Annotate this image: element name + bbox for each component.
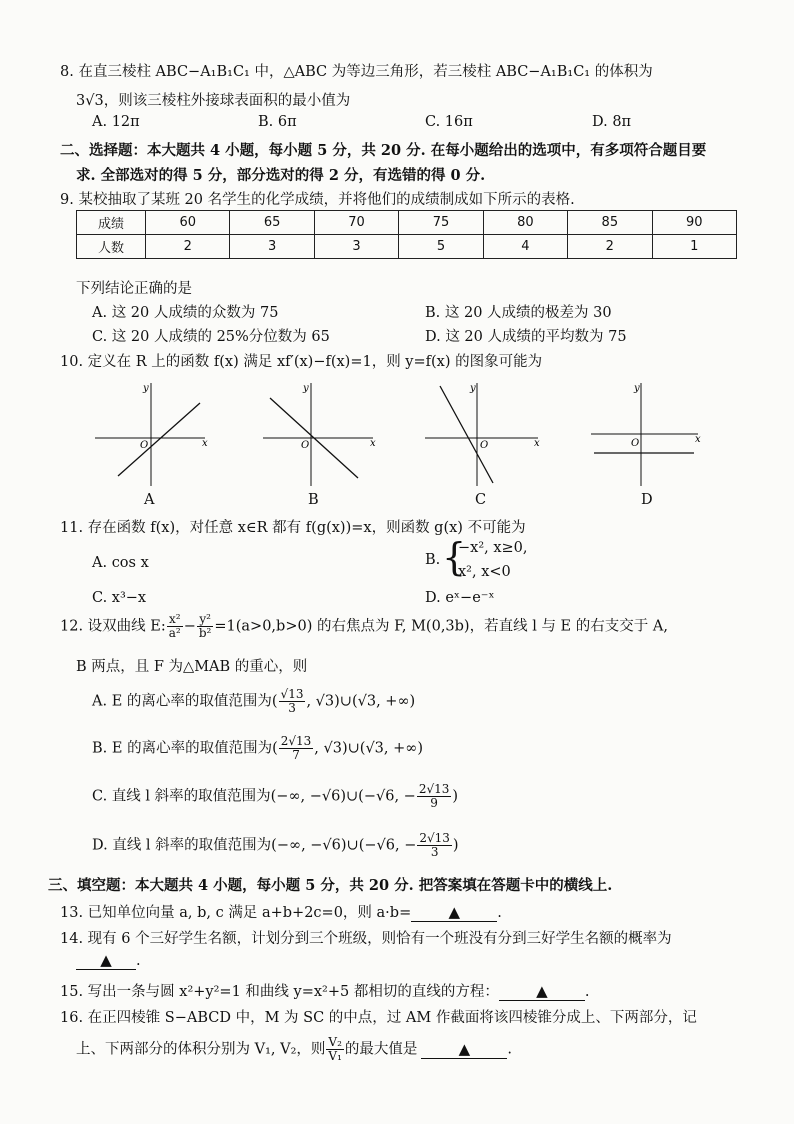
table-cell: 70 — [314, 211, 398, 235]
axis-x-label: x — [202, 438, 208, 449]
triangle-icon: ▲ — [536, 982, 548, 1000]
q11-option-b-case2: x², x<0 — [458, 564, 511, 580]
fraction — [167, 613, 183, 640]
section2-header-line1: 二、选择题：本大题共 4 小题，每小题 5 分，共 20 分. 在每小题给出的选项中，有多项符合题目要 — [60, 142, 707, 159]
fraction — [417, 832, 452, 859]
table-header-score: 成绩 — [77, 211, 146, 235]
answer-blank[interactable] — [76, 951, 136, 970]
q8-option-a: A. 12π — [92, 114, 140, 130]
q8-option-c: C. 16π — [425, 114, 473, 130]
q10-graph-c — [420, 378, 545, 488]
q15 — [60, 980, 589, 1001]
section2-header-line2: 求. 全部选对的得 5 分，部分选对的得 2 分，有选错的得 0 分. — [76, 167, 486, 184]
score-table — [76, 210, 737, 259]
q10-graph-a — [90, 378, 215, 488]
origin-label: O — [140, 440, 149, 451]
period: . — [136, 953, 141, 969]
fraction-denominator: 7 — [292, 748, 300, 762]
origin-label: O — [480, 440, 489, 451]
table-cell: 2 — [146, 235, 230, 259]
q12-line2: B 两点，且 F 为△MAB 的重心，则 — [76, 659, 308, 675]
fraction-numerator: V₂ — [328, 1035, 342, 1049]
fraction — [326, 1036, 343, 1063]
option-text: B. E 的离心率的取值范围为( — [92, 740, 278, 757]
option-text: , √3)∪(√3, +∞) — [314, 740, 424, 757]
q11-option-c: C. x³−x — [92, 590, 147, 606]
q10-graph-d — [586, 378, 711, 488]
fraction-denominator: 9 — [430, 796, 438, 810]
fraction — [197, 613, 214, 640]
answer-blank[interactable] — [499, 982, 585, 1001]
axis-x-label: x — [695, 434, 701, 445]
q14-stem: 14. 现有 6 个三好学生名额，计划分到三个班级，则恰有一个班没有分到三好学生名额的概率为 — [60, 931, 672, 947]
q8-line2: 3√3，则该三棱柱外接球表面积的最小值为 — [76, 93, 351, 109]
table-cell: 65 — [230, 211, 314, 235]
q12-option-b — [92, 735, 423, 762]
q9-option-a: A. 这 20 人成绩的众数为 75 — [92, 305, 279, 321]
q12-stem-line1 — [60, 613, 668, 640]
q9-option-c: C. 这 20 人成绩的 25%分位数为 65 — [92, 329, 330, 345]
fraction-denominator: V₁ — [328, 1049, 342, 1063]
q12-option-d — [92, 832, 459, 859]
triangle-icon: ▲ — [458, 1039, 471, 1058]
q16-line1: 16. 在正四棱锥 S−ABCD 中，M 为 SC 的中点，过 AM 作截面将该四棱锥分成上、下两部分，记 — [60, 1010, 697, 1026]
q10-label-c: C — [475, 492, 487, 508]
q8-option-b: B. 6π — [258, 114, 297, 130]
section3-header: 三、填空题：本大题共 4 小题，每小题 5 分，共 20 分. 把答案填在答题卡中的横线上. — [48, 877, 613, 894]
table-row-scores — [77, 211, 737, 235]
period: . — [497, 905, 502, 921]
q10-label-b: B — [308, 492, 319, 508]
axis-y-label: y — [303, 383, 309, 394]
table-cell: 80 — [483, 211, 567, 235]
fraction-numerator: 2√13 — [280, 734, 312, 748]
fraction-denominator: 3 — [430, 845, 439, 859]
table-header-count: 人数 — [77, 235, 146, 259]
fraction-numerator: 2√13 — [418, 782, 450, 796]
axis-x-label: x — [370, 438, 376, 449]
table-row-counts — [77, 235, 737, 259]
q13 — [60, 901, 502, 922]
fraction-numerator: y² — [197, 613, 214, 627]
q14-answer — [76, 951, 141, 970]
q12-option-c — [92, 783, 458, 810]
q9-option-d: D. 这 20 人成绩的平均数为 75 — [425, 329, 627, 345]
triangle-icon: ▲ — [448, 903, 460, 921]
fraction — [279, 688, 306, 715]
q12-stem-b: =1(a>0,b>0) 的右焦点为 F, M(0,3b)，若直线 l 与 E 的右支交于 A, — [214, 618, 668, 635]
period: . — [507, 1041, 512, 1058]
axis-x-label: x — [534, 438, 540, 449]
brace-icon: { — [442, 535, 467, 579]
fraction-denominator: a² — [168, 626, 181, 640]
option-text: ) — [452, 788, 459, 805]
table-cell: 60 — [146, 211, 230, 235]
option-text: ) — [452, 837, 459, 854]
graph-a-line — [118, 403, 200, 476]
q16-line2 — [76, 1036, 512, 1063]
q16-text: 的最大值是 — [344, 1041, 418, 1058]
triangle-icon: ▲ — [100, 951, 112, 969]
fraction — [279, 735, 314, 762]
q9-question: 下列结论正确的是 — [76, 281, 192, 297]
table-cell: 75 — [399, 211, 483, 235]
q9-option-b: B. 这 20 人成绩的极差为 30 — [425, 305, 612, 321]
fraction-denominator: b² — [198, 626, 212, 640]
option-text: D. 直线 l 斜率的取值范围为(−∞, −√6)∪(−√6, − — [92, 837, 417, 854]
origin-label: O — [631, 438, 640, 449]
q15-stem: 15. 写出一条与圆 x²+y²=1 和曲线 y=x²+5 都相切的直线的方程： — [60, 984, 499, 1000]
table-cell: 3 — [230, 235, 314, 259]
fraction-numerator: x² — [167, 613, 183, 627]
q10-label-a: A — [144, 492, 155, 508]
table-cell: 1 — [652, 235, 736, 259]
fraction-denominator: 3 — [288, 701, 296, 715]
table-cell: 2 — [568, 235, 652, 259]
table-cell: 3 — [314, 235, 398, 259]
table-cell: 4 — [483, 235, 567, 259]
axis-y-label: y — [634, 383, 640, 394]
minus-sign: − — [183, 618, 196, 635]
q9-stem: 9. 某校抽取了某班 20 名学生的化学成绩，并将他们的成绩制成如下所示的表格. — [60, 192, 575, 208]
answer-blank[interactable] — [411, 903, 497, 922]
q11-option-b-case1: −x², x≥0, — [458, 540, 528, 556]
q8-option-d: D. 8π — [592, 114, 632, 130]
period: . — [584, 984, 590, 1000]
q10-graph-b — [258, 378, 383, 488]
fraction-numerator: 2√13 — [419, 831, 450, 845]
q10-stem: 10. 定义在 R 上的函数 f(x) 满足 xf′(x)−f(x)=1，则 y=f(x) 的图象可能为 — [60, 354, 543, 370]
q16-text: 上、下两部分的体积分别为 V₁, V₂，则 — [76, 1041, 326, 1058]
q10-label-d: D — [641, 492, 653, 508]
table-cell: 85 — [568, 211, 652, 235]
fraction-numerator: √13 — [280, 687, 304, 701]
q11-option-d: D. eˣ−e⁻ˣ — [425, 590, 495, 606]
q12-stem-a: 12. 设双曲线 E: — [60, 618, 166, 635]
q12-option-a — [92, 688, 415, 715]
table-cell: 90 — [652, 211, 736, 235]
fraction — [417, 783, 452, 810]
table-cell: 5 — [399, 235, 483, 259]
option-text: C. 直线 l 斜率的取值范围为(−∞, −√6)∪(−√6, − — [92, 788, 416, 805]
axis-y-label: y — [143, 383, 149, 394]
option-text: , √3)∪(√3, +∞) — [306, 693, 416, 710]
q13-stem: 13. 已知单位向量 a, b, c 满足 a+b+2c=0，则 a·b= — [60, 905, 412, 921]
axis-y-label: y — [470, 383, 476, 394]
graph-c-line — [440, 386, 493, 483]
q11-option-a: A. cos x — [92, 555, 149, 571]
q11-stem: 11. 存在函数 f(x)，对任意 x∈R 都有 f(g(x))=x，则函数 g(x) 不可能为 — [60, 520, 526, 536]
q11-option-b-label: B. — [425, 552, 441, 568]
origin-label: O — [301, 440, 310, 451]
option-text: A. E 的离心率的取值范围为( — [92, 693, 278, 710]
q8-line1: 8. 在直三棱柱 ABC−A₁B₁C₁ 中，△ABC 为等边三角形，若三棱柱 ABC−A₁B₁C₁ 的体积为 — [60, 64, 653, 80]
answer-blank[interactable] — [421, 1040, 507, 1059]
